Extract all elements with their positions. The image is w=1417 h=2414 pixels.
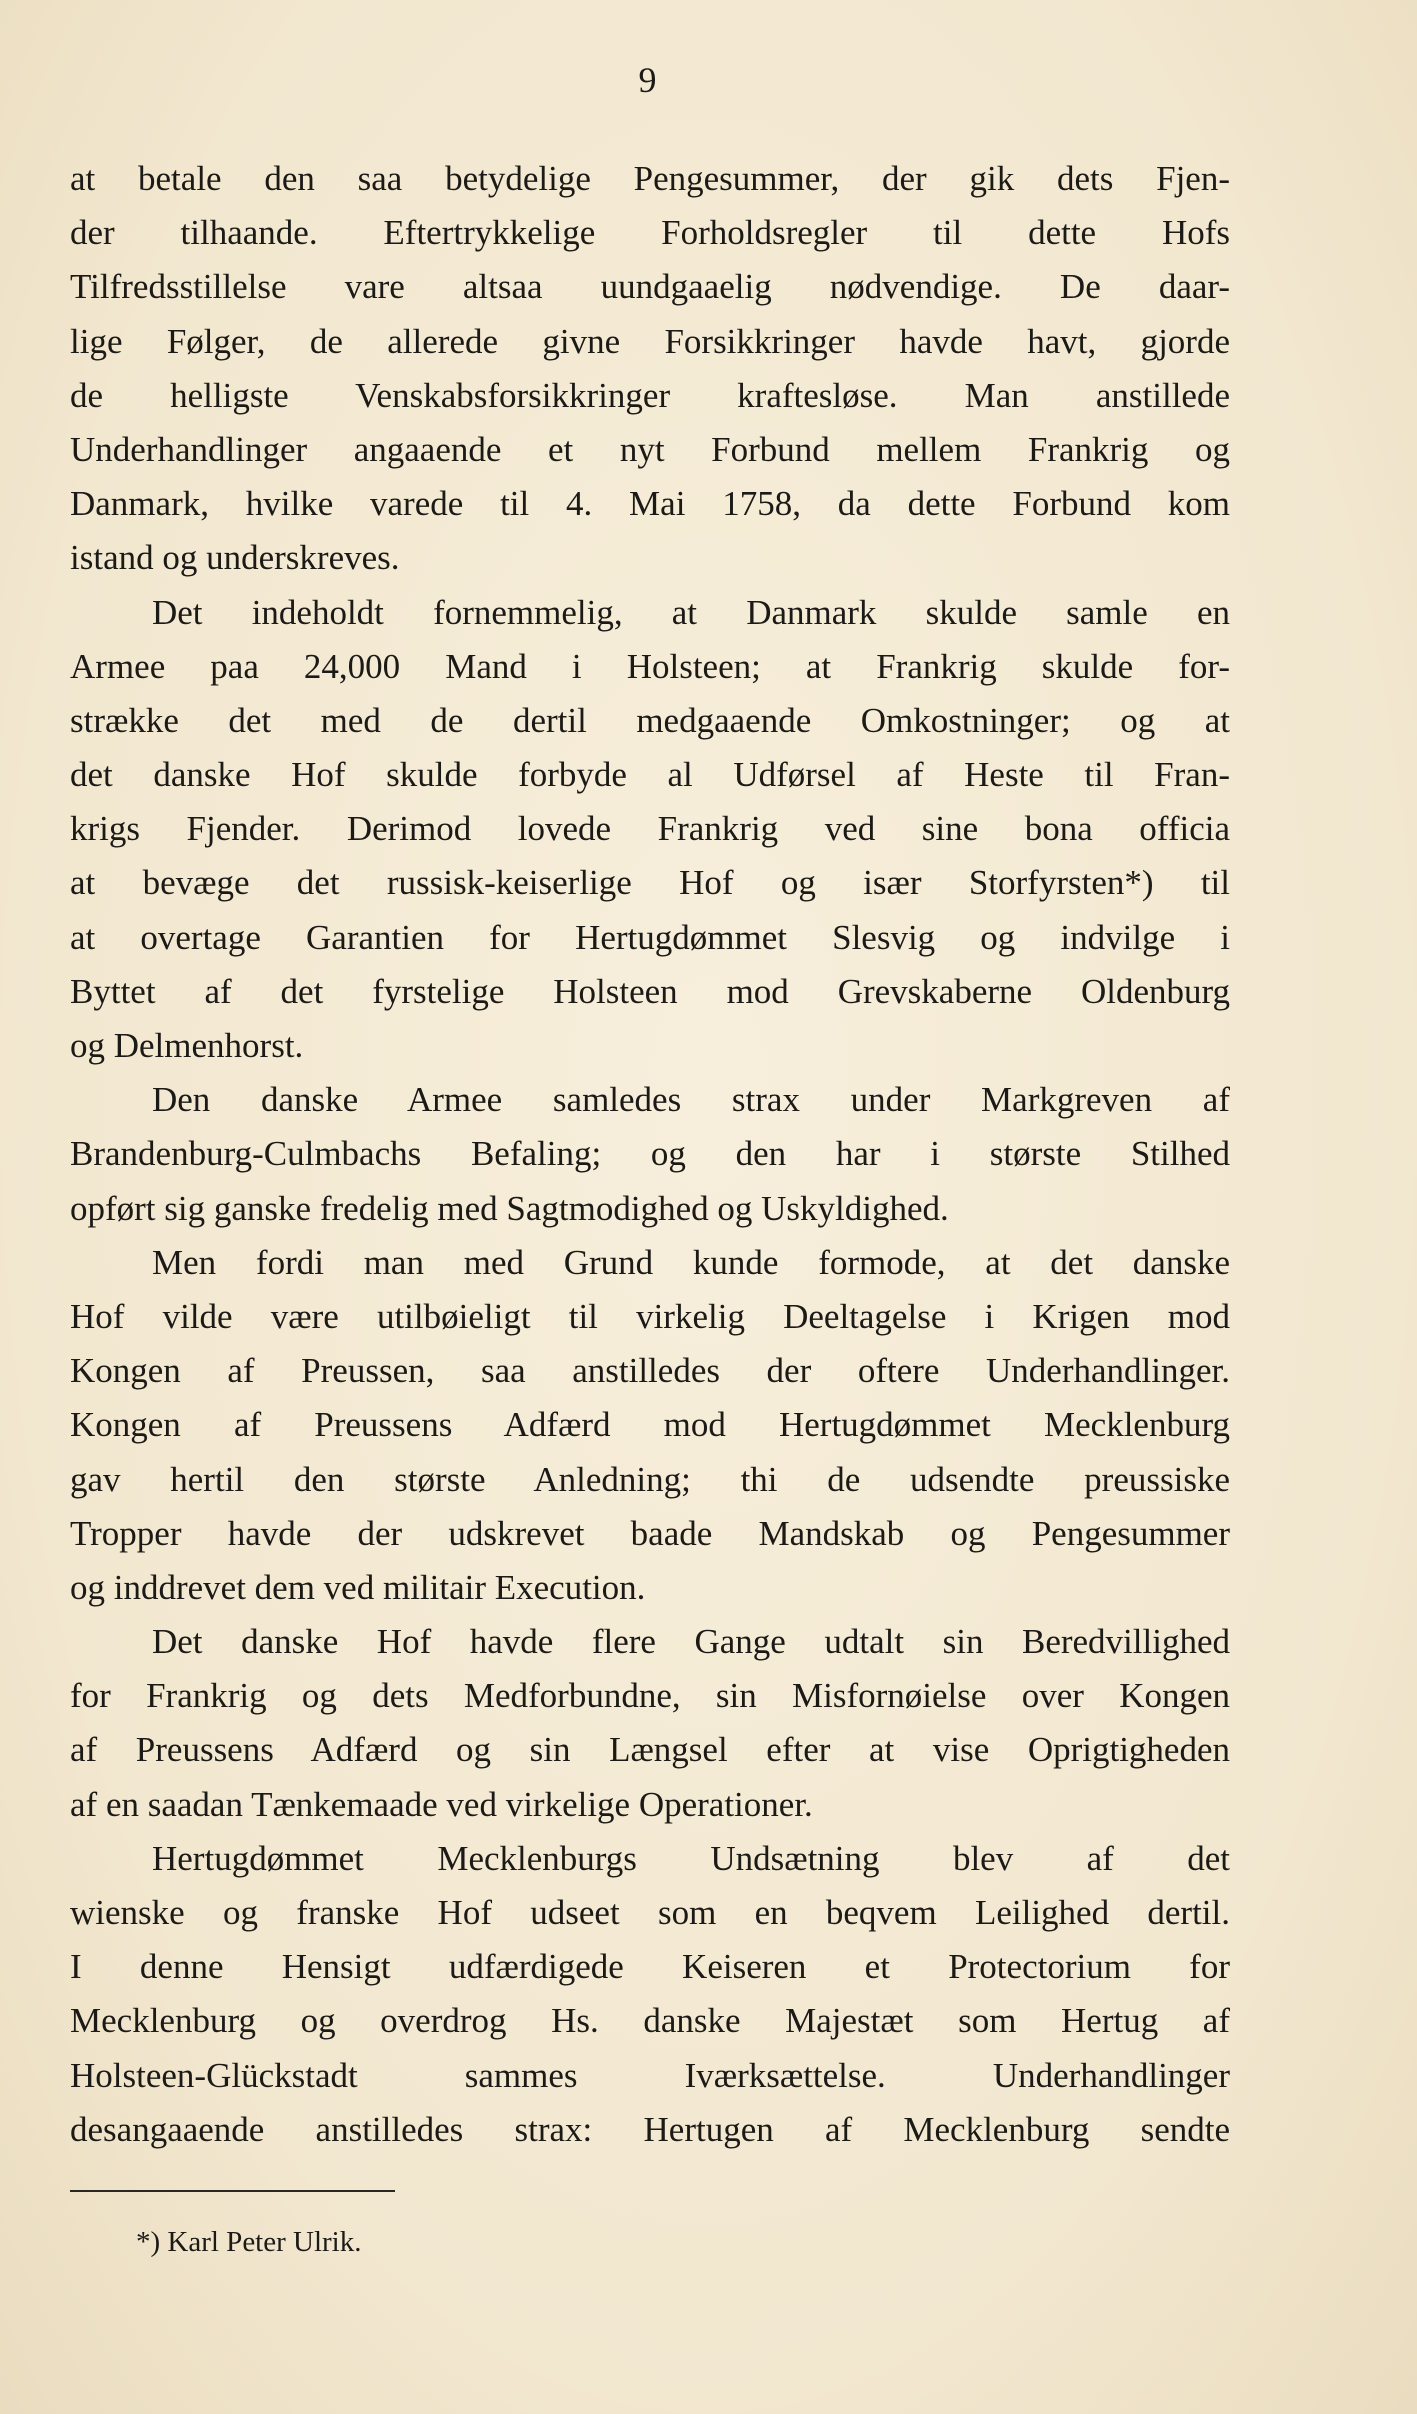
body-text <box>70 152 1230 2157</box>
text-line: Tilfredsstillelse vare altsaa uundgaaelig nødvendige. De daar- <box>70 267 1230 307</box>
text-line: for Frankrig og dets Medforbundne, sin Misfornøielse over Kongen <box>70 1676 1230 1716</box>
text-line: af Preussens Adfærd og sin Længsel efter at vise Oprigtigheden <box>70 1730 1230 1770</box>
text-line: der tilhaande. Eftertrykkelige Forholdsregler til dette Hofs <box>70 213 1230 253</box>
text-line: wienske og franske Hof udseet som en beqvem Leilighed dertil. <box>70 1893 1230 1932</box>
text-line: strække det med de dertil medgaaende Omkostninger; og at <box>70 700 1230 740</box>
footnote-rule <box>70 2190 395 2192</box>
text-line: krigs Fjender. Derimod lovede Frankrig ved sine bona officia <box>70 809 1230 849</box>
text-line: det danske Hof skulde forbyde al Udførsel af Heste til Fran- <box>70 755 1230 795</box>
text-line: at overtage Garantien for Hertugdømmet Slesvig og indvilge i <box>70 917 1230 957</box>
text-line: Kongen af Preussen, saa anstilledes der oftere Underhandlinger. <box>70 1351 1230 1391</box>
text-line: og Delmenhorst. <box>70 1026 304 1065</box>
text-line: I denne Hensigt udfærdigede Keiseren et Protectorium for <box>70 1947 1230 1987</box>
text-line: Armee paa 24,000 Mand i Holsteen; at Frankrig skulde for- <box>70 646 1230 686</box>
text-line: lige Følger, de allerede givne Forsikkringer havde havt, gjorde <box>70 321 1230 361</box>
text-line: Holsteen-Glückstadt sammes Iværksættelse. Underhandlinger <box>70 2055 1230 2095</box>
text-line: Men fordi man med Grund kunde formode, at det danske <box>152 1242 1230 1282</box>
text-line: Brandenburg-Culmbachs Befaling; og den har i største Stilhed <box>70 1134 1230 1174</box>
text-line: Hertugdømmet Mecklenburgs Undsætning blev af det <box>152 1838 1230 1878</box>
text-line: Det danske Hof havde flere Gange udtalt sin Beredvillighed <box>152 1622 1230 1662</box>
text-line: at betale den saa betydelige Pengesummer, der gik dets Fjen- <box>70 159 1230 198</box>
text-line: Danmark, hvilke varede til 4. Mai 1758, da dette Forbund kom <box>70 484 1230 524</box>
text-line: de helligste Venskabsforsikkringer kraftesløse. Man anstillede <box>70 375 1230 415</box>
text-line: gav hertil den største Anledning; thi de udsendte preussiske <box>70 1459 1230 1499</box>
text-line: Den danske Armee samledes strax under Markgreven af <box>152 1080 1230 1120</box>
text-line: Byttet af det fyrstelige Holsteen mod Grevskaberne Oldenburg <box>70 971 1230 1011</box>
text-line: Mecklenburg og overdrog Hs. danske Majestæt som Hertug af <box>70 2001 1230 2041</box>
text-line: at bevæge det russisk-keiserlige Hof og især Storfyrsten*) til <box>70 863 1230 903</box>
text-line: Det indeholdt fornemmelig, at Danmark skulde samle en <box>152 592 1230 632</box>
text-line: desangaaende anstilledes strax: Hertugen af Mecklenburg sendte <box>70 2109 1230 2149</box>
text-line: opført sig ganske fredelig med Sagtmodighed og Uskyldighed. <box>70 1188 949 1228</box>
page-number: 9 <box>638 60 657 100</box>
text-line: istand og underskreves. <box>70 538 400 578</box>
footnote: *) Karl Peter Ulrik. <box>136 2226 362 2258</box>
text-line: Hof vilde være utilbøieligt til virkelig Deeltagelse i Krigen mod <box>70 1296 1230 1336</box>
text-line: af en saadan Tænkemaade ved virkelige Operationer. <box>70 1784 813 1824</box>
text-line: Tropper havde der udskrevet baade Mandskab og Pengesummer <box>70 1513 1230 1553</box>
text-line: Underhandlinger angaaende et nyt Forbund mellem Frankrig og <box>70 429 1230 469</box>
text-line: og inddrevet dem ved militair Execution. <box>70 1567 646 1607</box>
text-line: Kongen af Preussens Adfærd mod Hertugdømmet Mecklenburg <box>70 1405 1230 1445</box>
